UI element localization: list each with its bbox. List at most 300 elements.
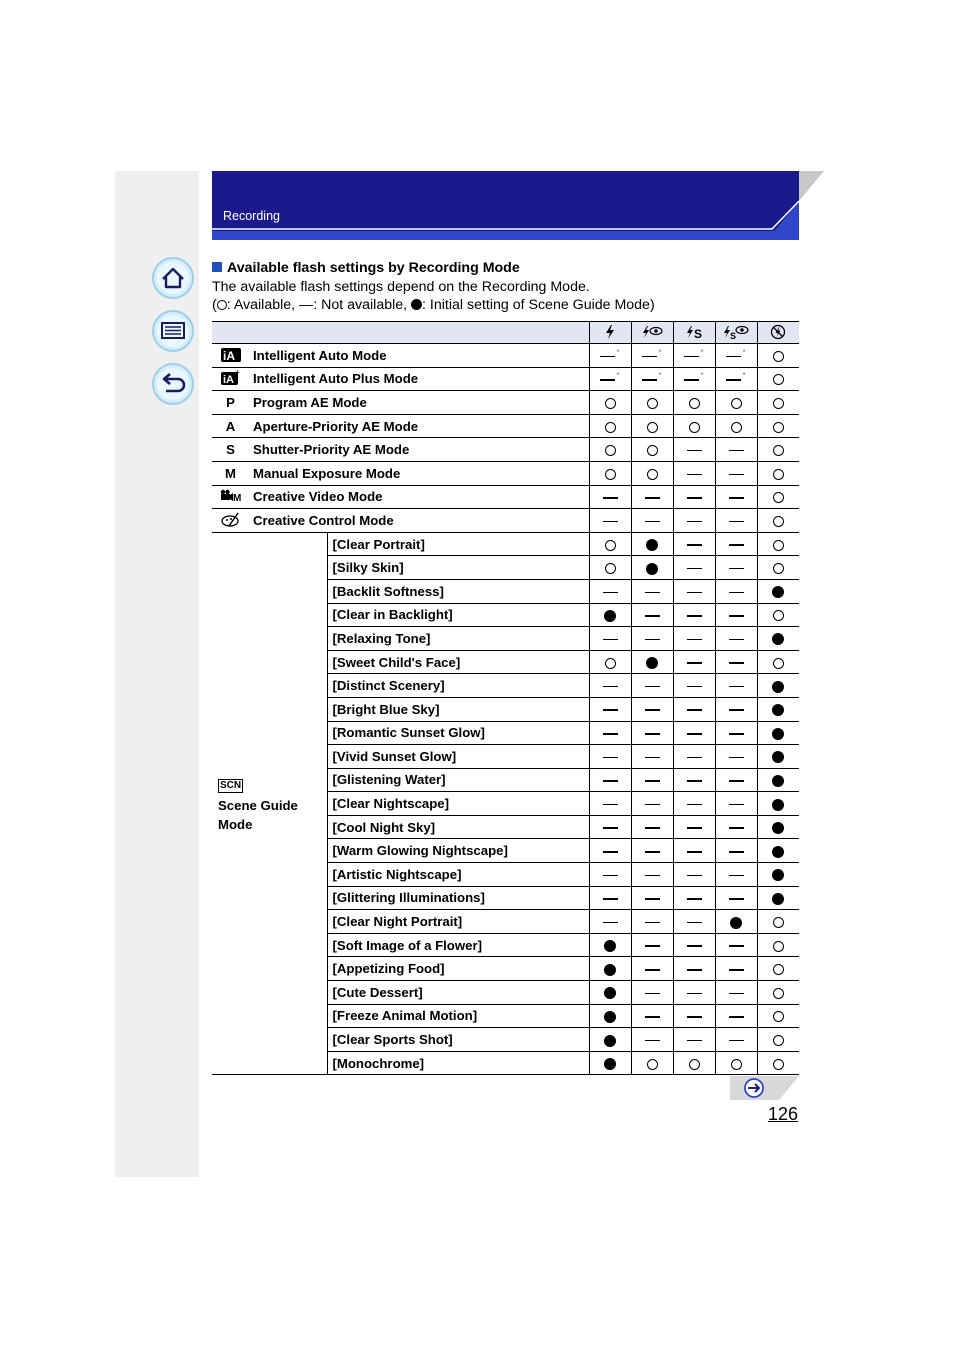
cell-initial-setting [589,1051,631,1075]
not-available-dash-icon [729,875,744,877]
cell-not-available [715,1004,757,1028]
mode-row [212,461,799,485]
scene-label: [Sweet Child's Face] [327,650,589,674]
cell-not-available [715,697,757,721]
col-forced-on-redeye [631,322,673,344]
cell-not-available [673,957,715,981]
footnote-asterisk: * [700,347,704,357]
cell-available [757,1028,799,1052]
bullet-square-icon [212,262,222,272]
not-available-dash-icon [729,497,744,499]
not-available-dash-icon [729,851,744,853]
cell-available [673,414,715,438]
cell-not-available [589,910,631,934]
available-circle-icon [217,300,227,310]
cell-available [715,1051,757,1075]
not-available-dash-icon [687,474,702,476]
not-available-dash-icon [603,875,618,877]
not-available-dash-icon [729,757,744,759]
available-circle-icon [773,398,784,409]
not-available-dash-icon [603,757,618,759]
cell-not-available [715,957,757,981]
cell-not-available [715,792,757,816]
not-available-dash-icon [603,497,618,499]
not-available-dash-icon [687,615,702,617]
cell-not-available-note [715,344,757,368]
cell-available [757,367,799,391]
not-available-dash-icon [687,875,702,877]
cell-not-available [631,863,673,887]
cell-not-available [673,792,715,816]
program-mode-icon: P [226,394,235,410]
mode-row [212,344,799,368]
cell-not-available [673,721,715,745]
available-circle-icon [773,445,784,456]
not-available-dash-icon [645,709,660,711]
cell-initial-setting [589,603,631,627]
not-available-dash-icon [603,686,618,688]
not-available-dash-icon [603,851,618,853]
not-available-dash-icon [603,733,618,735]
section-label: Recording [223,209,280,223]
footnote-asterisk: * [742,371,746,381]
available-circle-icon [773,988,784,999]
cell-available [631,1051,673,1075]
not-available-dash-icon [603,639,618,641]
mode-label: Aperture-Priority AE Mode [249,414,589,438]
cell-available [757,910,799,934]
scene-label: [Backlit Softness] [327,579,589,603]
initial-setting-dot-icon [772,799,784,811]
not-available-dash-icon [729,780,744,782]
svg-text:S: S [730,331,737,340]
cell-not-available [631,627,673,651]
table-header-row [212,322,799,344]
not-available-dash-icon [726,379,741,381]
cell-not-available [673,886,715,910]
cell-not-available [673,485,715,509]
not-available-dash-icon [645,1016,660,1018]
cell-not-available [673,438,715,462]
cell-not-available [631,886,673,910]
cell-not-available [631,579,673,603]
cell-not-available-note [673,367,715,391]
scene-label: [Cute Dessert] [327,981,589,1005]
initial-setting-dot-icon [772,633,784,645]
not-available-dash-icon [645,851,660,853]
home-button[interactable] [151,256,195,296]
scene-label: [Vivid Sunset Glow] [327,745,589,769]
available-circle-icon [605,540,616,551]
not-available-dash-icon [645,686,660,688]
not-available-dash-icon [729,639,744,641]
available-circle-icon [773,422,784,433]
col-forced-off [757,322,799,344]
not-available-dash-icon [687,945,702,947]
available-circle-icon [773,1059,784,1070]
cell-not-available [715,674,757,698]
initial-setting-dot-icon [730,917,742,929]
cell-not-available [589,863,631,887]
mode-icon-cell [212,391,249,415]
cell-initial-setting [757,674,799,698]
initial-setting-dot-icon [604,1011,616,1023]
cell-not-available [631,721,673,745]
not-available-dash-icon [645,639,660,641]
cell-initial-setting [757,792,799,816]
available-circle-icon [647,398,658,409]
cell-not-available [589,579,631,603]
cell-not-available [715,579,757,603]
cell-available [757,957,799,981]
available-circle-icon [773,374,784,385]
not-available-dash-icon [645,497,660,499]
section-header-band [212,171,824,240]
back-button[interactable] [151,362,195,402]
cell-initial-setting [715,910,757,934]
menu-button[interactable] [151,309,195,349]
available-circle-icon [731,422,742,433]
cell-not-available [631,910,673,934]
scene-guide-label: Scene Guide [218,797,298,813]
available-circle-icon [773,917,784,928]
flash-forced-on-redeye-icon [641,325,663,339]
cell-not-available [715,603,757,627]
scene-label: [Warm Glowing Nightscape] [327,839,589,863]
home-icon [151,256,195,300]
cell-not-available [673,556,715,580]
cell-not-available-note [589,344,631,368]
cell-available [757,650,799,674]
initial-setting-dot-icon [411,299,422,310]
cell-not-available [715,627,757,651]
cell-available [757,391,799,415]
cell-not-available [673,627,715,651]
scene-label: [Soft Image of a Flower] [327,933,589,957]
mode-label: Creative Control Mode [249,509,589,533]
svg-text:iA: iA [222,348,235,362]
cell-initial-setting [589,981,631,1005]
not-available-dash-icon [645,945,660,947]
svg-text:+: + [234,369,240,378]
scene-row [212,532,799,556]
next-page-button[interactable] [730,1076,799,1100]
available-circle-icon [773,941,784,952]
cell-available [757,1004,799,1028]
cell-not-available [589,697,631,721]
initial-setting-dot-icon [772,893,784,905]
not-available-dash-icon [645,804,660,806]
svg-text:M: M [232,493,241,503]
not-available-dash-icon [687,993,702,995]
cell-not-available [589,839,631,863]
available-circle-icon [605,445,616,456]
not-available-dash-icon [687,521,702,523]
not-available-dash-icon [729,450,744,452]
cell-initial-setting [757,745,799,769]
cell-not-available [673,532,715,556]
mode-icon-cell [212,438,249,462]
not-available-dash-icon [603,592,618,594]
cell-not-available [673,579,715,603]
mode-icon-cell [212,414,249,438]
scene-label: [Romantic Sunset Glow] [327,721,589,745]
cell-initial-setting [757,579,799,603]
cell-not-available [589,674,631,698]
not-available-dash-icon [729,662,744,664]
scene-label: [Distinct Scenery] [327,674,589,698]
cell-not-available [673,863,715,887]
creative-video-mode-icon [220,488,242,502]
cell-not-available [715,721,757,745]
scene-guide-icon: SCN [220,779,242,791]
svg-text:iA: iA [222,374,234,386]
initial-setting-dot-icon [604,610,616,622]
next-page-arrow-icon [745,1079,763,1097]
mode-row [212,391,799,415]
footnote-asterisk: * [658,347,662,357]
cell-available [757,414,799,438]
cell-not-available [673,1004,715,1028]
initial-setting-dot-icon [646,563,658,575]
not-available-dash-icon [729,993,744,995]
available-circle-icon [773,351,784,362]
intelligent-auto-icon [221,346,241,362]
cell-not-available [631,1004,673,1028]
not-available-dash-icon [684,356,699,358]
available-circle-icon [773,469,784,480]
available-circle-icon [605,422,616,433]
not-available-dash-icon [729,733,744,735]
available-circle-icon [605,563,616,574]
cell-available [631,438,673,462]
back-arrow-icon [151,362,195,406]
cell-not-available [673,839,715,863]
available-circle-icon [647,445,658,456]
cell-initial-setting [757,839,799,863]
not-available-dash-icon [645,898,660,900]
cell-initial-setting [757,886,799,910]
cell-available [757,603,799,627]
not-available-dash-icon [642,356,657,358]
not-available-dash-icon [729,592,744,594]
cell-initial-setting [589,933,631,957]
scene-label: [Glistening Water] [327,768,589,792]
cell-not-available [673,509,715,533]
cell-initial-setting [757,721,799,745]
cell-available [715,391,757,415]
not-available-dash-icon [729,804,744,806]
available-circle-icon [773,610,784,621]
scene-label: [Glittering Illuminations] [327,886,589,910]
cell-not-available [631,957,673,981]
cell-not-available [631,933,673,957]
flash-forced-on-icon [604,325,616,339]
not-available-dash-icon [729,686,744,688]
cell-available [589,650,631,674]
mode-icon-cell [212,509,249,533]
initial-setting-dot-icon [772,775,784,787]
not-available-dash-icon [729,1040,744,1042]
available-circle-icon [773,563,784,574]
creative-control-mode-icon [221,511,241,527]
cell-not-available [715,815,757,839]
not-available-dash-icon [687,827,702,829]
available-circle-icon [689,422,700,433]
cell-not-available [715,509,757,533]
cell-initial-setting [757,768,799,792]
scene-label: [Appetizing Food] [327,957,589,981]
cell-not-available [715,981,757,1005]
cell-not-available [673,745,715,769]
cell-not-available [673,815,715,839]
cell-not-available [589,485,631,509]
cell-not-available [631,674,673,698]
not-available-dash-icon [645,875,660,877]
initial-setting-dot-icon [604,964,616,976]
cell-available [631,461,673,485]
aperture-mode-icon: A [225,418,236,434]
footnote-asterisk: * [700,371,704,381]
cell-available [757,556,799,580]
cell-initial-setting [631,650,673,674]
cell-available [589,556,631,580]
scene-guide-mode-cell [212,532,327,1075]
not-available-dash-icon [687,969,702,971]
scene-guide-label-2: Mode [218,816,253,832]
not-available-dash-icon [645,733,660,735]
not-available-dash-icon [729,827,744,829]
scene-label: [Clear Nightscape] [327,792,589,816]
not-available-dash-icon [645,993,660,995]
mode-row [212,438,799,462]
cell-not-available [715,768,757,792]
cell-not-available [631,815,673,839]
available-circle-icon [773,658,784,669]
available-circle-icon [647,1059,658,1070]
not-available-dash-icon [687,1016,702,1018]
cell-not-available [715,556,757,580]
available-circle-icon [773,516,784,527]
available-circle-icon [773,1035,784,1046]
not-available-dash-icon [687,592,702,594]
available-circle-icon [773,964,784,975]
scene-label: [Clear Portrait] [327,532,589,556]
initial-setting-dot-icon [604,1035,616,1047]
initial-setting-dot-icon [772,728,784,740]
not-available-dash-icon [687,922,702,924]
cell-not-available [631,745,673,769]
not-available-dash-icon [603,827,618,829]
cell-not-available [715,886,757,910]
scene-label: [Silky Skin] [327,556,589,580]
cell-available [757,509,799,533]
cell-not-available [673,910,715,934]
cell-not-available [589,886,631,910]
cell-initial-setting [589,957,631,981]
cell-available [757,933,799,957]
not-available-dash-icon [687,686,702,688]
cell-not-available [673,674,715,698]
cell-not-available [589,768,631,792]
cell-not-available [589,509,631,533]
cell-initial-setting [757,627,799,651]
not-available-dash-icon [645,969,660,971]
cell-not-available [715,1028,757,1052]
cell-not-available-note [715,367,757,391]
symbol-legend: ( : Available, —: Not available, : Initial setting of Scene Guide Mode) [212,297,655,313]
initial-setting-dot-icon [604,987,616,999]
cell-available [589,414,631,438]
not-available-dash-icon [729,474,744,476]
not-available-dash-icon [603,780,618,782]
cell-not-available [715,863,757,887]
cell-not-available [715,650,757,674]
not-available-dash-icon [729,568,744,570]
initial-setting-dot-icon [646,539,658,551]
cell-not-available [715,532,757,556]
cell-not-available [631,768,673,792]
scene-label: [Clear Night Portrait] [327,910,589,934]
not-available-dash-icon [645,780,660,782]
available-circle-icon [773,492,784,503]
not-available-dash-icon [645,827,660,829]
initial-setting-dot-icon [772,751,784,763]
not-available-dash-icon [687,757,702,759]
cell-not-available [673,603,715,627]
mode-icon-cell [212,344,249,368]
not-available-dash-icon [642,379,657,381]
not-available-dash-icon [645,922,660,924]
not-available-dash-icon [645,592,660,594]
available-circle-icon [605,469,616,480]
intelligent-auto-plus-icon [221,369,241,385]
footnote-asterisk: * [616,371,620,381]
col-forced-on [589,322,631,344]
cell-available [757,1051,799,1075]
cell-available [631,414,673,438]
initial-setting-dot-icon [604,940,616,952]
available-circle-icon [605,658,616,669]
initial-setting-dot-icon [772,586,784,598]
mode-label: Program AE Mode [249,391,589,415]
mode-label: Intelligent Auto Mode [249,344,589,368]
cell-not-available [631,603,673,627]
cell-available [757,532,799,556]
cell-not-available [673,1028,715,1052]
cell-available [757,461,799,485]
not-available-dash-icon [645,1040,660,1042]
cell-not-available-note [631,367,673,391]
available-circle-icon [773,540,784,551]
mode-icon-cell [212,485,249,509]
intro-block [212,259,812,315]
cell-not-available [589,815,631,839]
flash-forced-off-icon [770,324,786,340]
scene-label: [Clear in Backlight] [327,603,589,627]
not-available-dash-icon [687,733,702,735]
mode-icon-cell [212,461,249,485]
slow-sync-icon [685,325,703,339]
available-circle-icon [731,398,742,409]
cell-available [673,391,715,415]
initial-setting-dot-icon [604,1058,616,1070]
mode-label: Manual Exposure Mode [249,461,589,485]
not-available-dash-icon [729,521,744,523]
not-available-dash-icon [729,1016,744,1018]
not-available-dash-icon [603,709,618,711]
cell-not-available [589,721,631,745]
